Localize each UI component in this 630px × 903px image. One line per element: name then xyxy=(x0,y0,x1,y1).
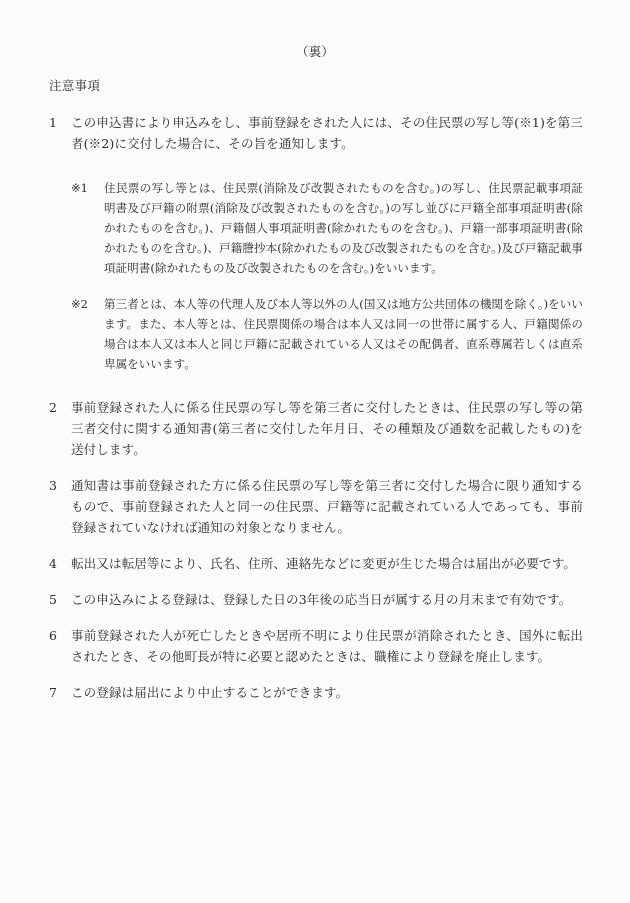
subnote-text: 第三者とは、本人等の代理人及び本人等以外の人(国又は地方公共団体の機関を除く。)をいいます。また、本人等とは、住民票関係の場合は本人又は同一の世帯に属する人、戸籍関係の場合は本人又は本人と同じ戸籍に記載されている人又はその配偶者、直系尊属若しくは直系卑属をいいます。 xyxy=(104,297,583,371)
note-number: 1 xyxy=(49,115,57,130)
subnote-mark: ※2 xyxy=(71,297,88,311)
notes-heading: 注意事項 xyxy=(49,78,101,93)
note-text: この申込書により申込みをし、事前登録をされた人には、その住民票の写し等(※1)を第三者(※2)に交付した場合に、その旨を通知します。 xyxy=(71,115,583,151)
note-text: この登録は届出により中止することができます。 xyxy=(71,685,349,700)
note-number: 2 xyxy=(49,400,57,415)
note-number: 4 xyxy=(49,556,57,571)
note-item-2 xyxy=(49,397,583,460)
note-number: 6 xyxy=(49,628,57,643)
spacer xyxy=(49,169,583,178)
spacer xyxy=(49,389,583,397)
page-side-mark: （裏） xyxy=(295,44,335,59)
note-text: 転出又は転居等により、氏名、住所、連絡先などに変更が生じた場合は届出が必要です。 xyxy=(71,556,577,571)
notes-body xyxy=(49,112,583,703)
note-number: 5 xyxy=(49,592,57,607)
note-item-7 xyxy=(49,682,583,703)
note-item-1 xyxy=(49,112,583,154)
subnote-text: 住民票の写し等とは、住民票(消除及び改製されたものを含む。)の写し、住民票記載事項証明書及び戸籍の附票(消除及び改製されたものを含む。)の写し並びに戸籍全部事項証明書(除かれたものを含む。)、戸籍個人事項証明書(除かれたものを含む。)、戸籍一部事項証明書(除かれたものを含む。)、戸籍謄抄本(除かれたもの及び改製されたものを含む。)及び戸籍記載事項証明書(除かれたもの及び改製されたものを含む。)をいいます。 xyxy=(104,181,583,275)
note-text: この申込みによる登録は、登録した日の3年後の応当日が属する月の月末まで有効です。 xyxy=(71,592,572,607)
subnotes-block xyxy=(49,178,583,374)
note-text: 通知書は事前登録された方に係る住民票の写し等を第三者に交付した場合に限り通知するもので、事前登録された人と同一の住民票、戸籍等に記載されている人であっても、事前登録されていなければ通知の対象となりません。 xyxy=(71,478,583,535)
note-item-6 xyxy=(49,625,583,667)
note-text: 事前登録された人が死亡したときや居所不明により住民票が消除されたとき、国外に転出されたとき、その他町長が特に必要と認めたときは、職権により登録を廃止します。 xyxy=(71,628,583,664)
note-text: 事前登録された人に係る住民票の写し等を第三者に交付したときは、住民票の写し等の第三者交付に関する通知書(第三者に交付した年月日、その種類及び通数を記載したもの)を送付します。 xyxy=(71,400,583,457)
note-item-4 xyxy=(49,553,583,574)
note-number: 3 xyxy=(49,478,57,493)
subnote-mark: ※1 xyxy=(71,181,88,195)
note-number: 7 xyxy=(49,685,57,700)
note-item-3 xyxy=(49,475,583,538)
subnote-1 xyxy=(71,178,583,278)
note-item-5 xyxy=(49,589,583,610)
subnote-2 xyxy=(71,294,583,374)
